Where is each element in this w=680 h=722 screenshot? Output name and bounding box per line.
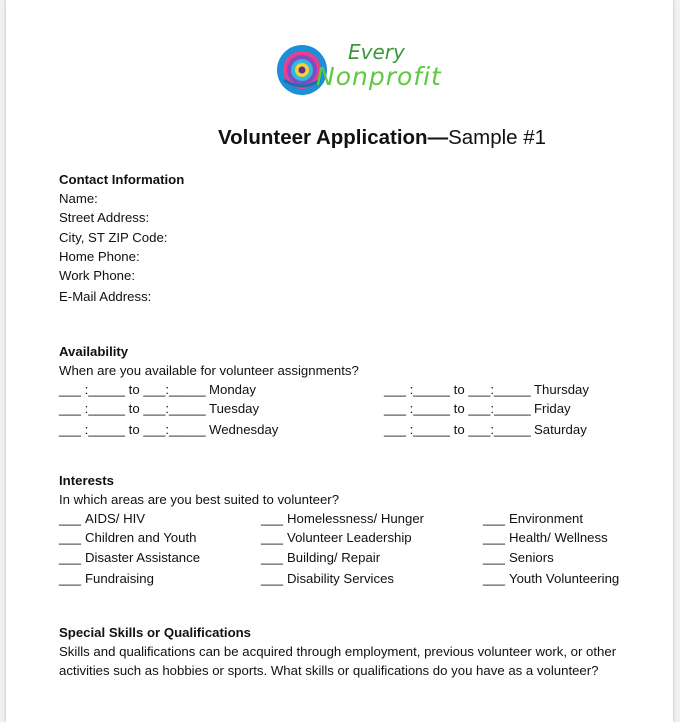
interest-item: Environment (509, 511, 584, 526)
interest-item: Health/ Wellness (509, 530, 608, 545)
interest-blank: ___ (261, 530, 284, 545)
interest-blank: ___ (59, 550, 82, 565)
skills-text-line2: activities such as hobbies or sports. What skills or qualifications do you have as a volunteer? (59, 663, 599, 678)
availability-blank: ___ :_____ to ___:_____ (384, 401, 531, 416)
availability-blank: ___ :_____ to ___:_____ (384, 422, 531, 437)
contact-field-name: Name: (59, 191, 98, 206)
interest-item: Homelessness/ Hunger (287, 511, 425, 526)
availability-question: When are you available for volunteer assignments? (59, 363, 359, 378)
availability-blank: ___ :_____ to ___:_____ (59, 422, 206, 437)
availability-day-wednesday: Wednesday (209, 422, 279, 437)
availability-day-friday: Friday (534, 401, 571, 416)
title-main: Volunteer Application— (218, 126, 449, 149)
availability-blank: ___ :_____ to ___:_____ (59, 401, 206, 416)
logo-text-every: Every (348, 40, 405, 64)
interest-blank: ___ (59, 571, 82, 586)
availability-day-thursday: Thursday (534, 382, 589, 397)
interest-blank: ___ (483, 550, 506, 565)
interest-blank: ___ (483, 571, 506, 586)
interest-item: Volunteer Leadership (287, 530, 412, 545)
interest-item: Fundraising (85, 571, 154, 586)
every-nonprofit-logo (274, 38, 474, 104)
availability-blank: ___ :_____ to ___:_____ (384, 382, 531, 397)
logo-text-nonprofit: Nonprofit (316, 62, 442, 91)
interest-blank: ___ (483, 530, 506, 545)
interests-heading: Interests (59, 473, 114, 488)
availability-blank: ___ :_____ to ___:_____ (59, 382, 206, 397)
interest-item: Children and Youth (85, 530, 197, 545)
title-sub: Sample #1 (448, 126, 547, 149)
contact-heading: Contact Information (59, 172, 185, 187)
interest-blank: ___ (59, 511, 82, 526)
contact-field-email: E-Mail Address: (59, 289, 152, 304)
interest-item: Disability Services (287, 571, 394, 586)
interest-item: Seniors (509, 550, 554, 565)
contact-field-work-phone: Work Phone: (59, 268, 135, 283)
interest-blank: ___ (261, 571, 284, 586)
availability-day-saturday: Saturday (534, 422, 587, 437)
availability-day-tuesday: Tuesday (209, 401, 260, 416)
interest-blank: ___ (483, 511, 506, 526)
document-page (6, 0, 673, 722)
skills-heading: Special Skills or Qualifications (59, 625, 252, 640)
availability-day-monday: Monday (209, 382, 256, 397)
availability-heading: Availability (59, 344, 129, 359)
skills-text-line1: Skills and qualifications can be acquired through employment, previous volunteer work, or other (59, 644, 617, 659)
interest-item: Disaster Assistance (85, 550, 201, 565)
page-title (218, 126, 546, 150)
interest-blank: ___ (59, 530, 82, 545)
contact-field-street: Street Address: (59, 210, 150, 225)
interest-item: Building/ Repair (287, 550, 381, 565)
interest-blank: ___ (261, 550, 284, 565)
interests-question: In which areas are you best suited to volunteer? (59, 492, 340, 507)
contact-field-city: City, ST ZIP Code: (59, 230, 168, 245)
contact-field-home-phone: Home Phone: (59, 249, 140, 264)
interest-blank: ___ (261, 511, 284, 526)
interest-item: AIDS/ HIV (85, 511, 146, 526)
interest-item: Youth Volunteering (509, 571, 620, 586)
